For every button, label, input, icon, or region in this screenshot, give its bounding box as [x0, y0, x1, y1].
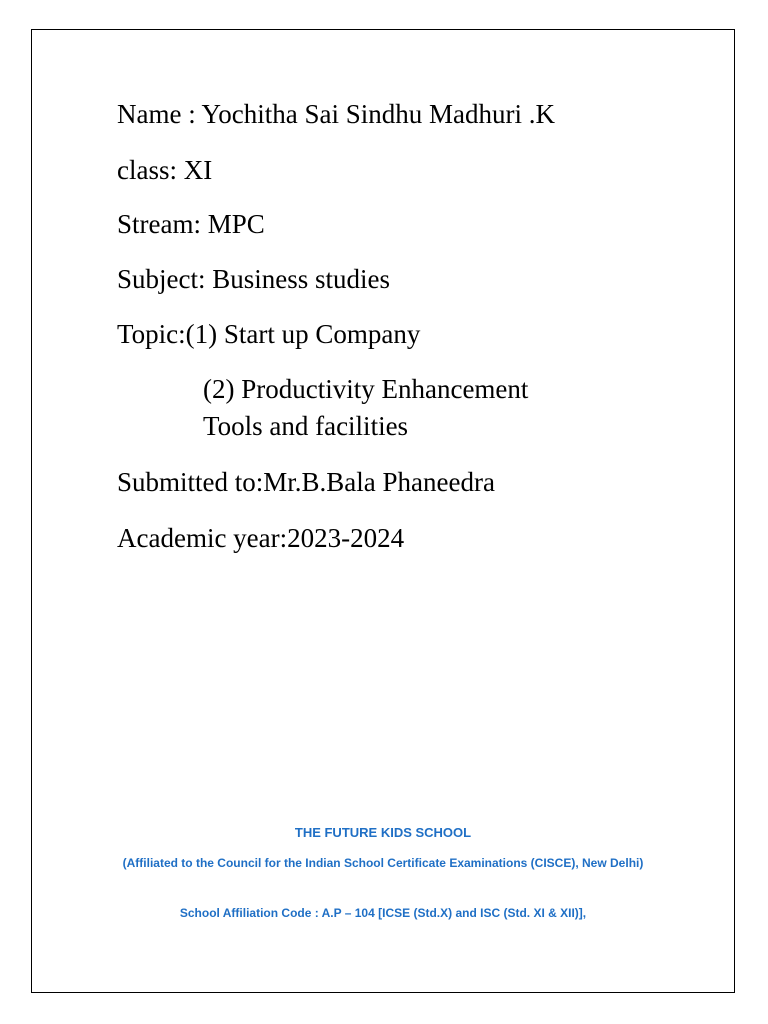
student-stream: Stream: MPC [117, 209, 265, 239]
topic-one: Topic:(1) Start up Company [117, 319, 421, 349]
school-affiliation: (Affiliated to the Council for the Indian School Certificate Examinations (CISCE), New Delhi) [122, 856, 644, 870]
topic-two-line-one: (2) Productivity Enhancement [203, 374, 529, 404]
student-name: Name : Yochitha Sai Sindhu Madhuri .K [117, 99, 555, 129]
school-affiliation-code: School Affiliation Code : A.P – 104 [ICSE (Std.X) and ISC (Std. XI & XII)], [179, 906, 587, 920]
subject: Subject: Business studies [117, 264, 391, 294]
student-class: class: XI [117, 155, 213, 185]
submitted-to: Submitted to:Mr.B.Bala Phaneedra [117, 467, 495, 497]
school-name: THE FUTURE KIDS SCHOOL [294, 825, 472, 840]
topic-two-line-two: Tools and facilities [203, 411, 409, 441]
academic-year: Academic year:2023-2024 [117, 523, 405, 553]
